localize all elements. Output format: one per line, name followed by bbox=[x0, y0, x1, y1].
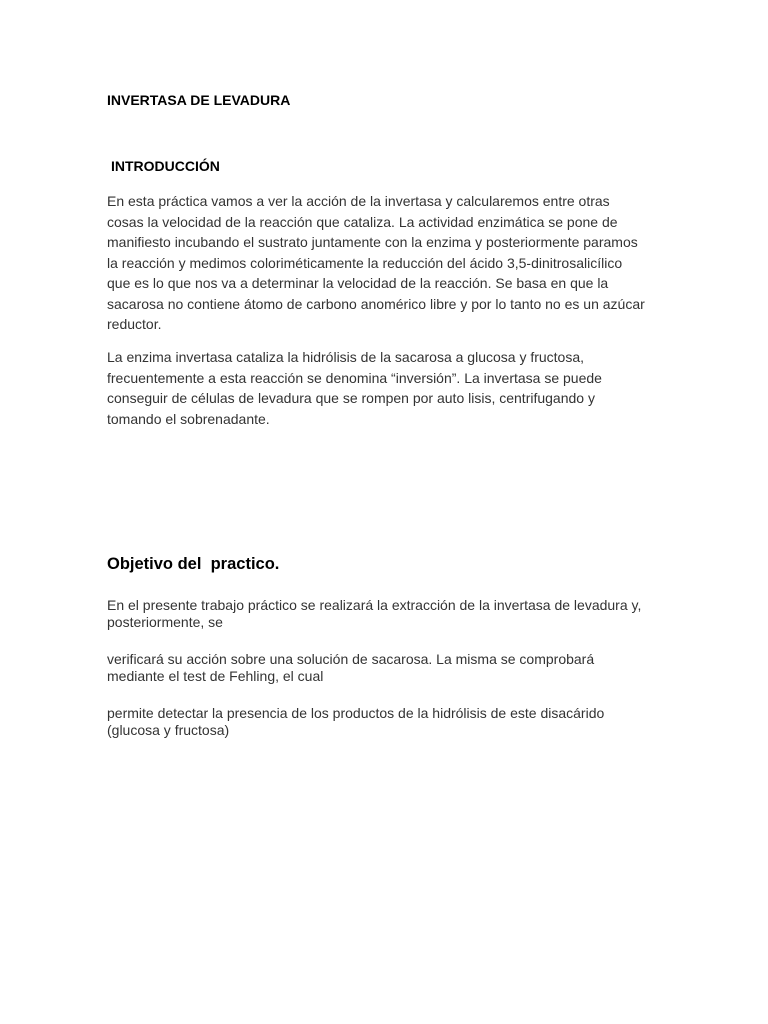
objective-heading: Objetivo del practico. bbox=[107, 555, 280, 573]
objective-paragraph-1: En el presente trabajo práctico se realizará la extracción de la invertasa de levadura y, posteriormente, se bbox=[107, 597, 642, 630]
introduction-paragraph-1: En esta práctica vamos a ver la acción de la invertasa y calcularemos entre otras cosas la velocidad de la reacción que cataliza. La actividad enzimática se pone de manifiesto incubando el sustrato juntamente con la enzima y posteriormente paramos la reacción y medimos coloriméticamente la reducción del ácido 3,5-dinitrosalicílico que es lo que nos va a determinar la velocidad de la reacción. Se basa en que la sacarosa no contiene átomo de carbono anomérico libre y por lo tanto no es un azúcar reductor. bbox=[107, 193, 645, 332]
document-title: INVERTASA DE LEVADURA bbox=[107, 92, 291, 108]
objective-paragraph-2: verificará su acción sobre una solución de sacarosa. La misma se comprobará mediante el test de Fehling, el cual bbox=[107, 651, 595, 684]
introduction-heading: INTRODUCCIÓN bbox=[111, 158, 220, 174]
introduction-paragraph-2: La enzima invertasa cataliza la hidrólisis de la sacarosa a glucosa y fructosa, frecuentemente a esta reacción se denomina “inversión”. La invertasa se puede conseguir de células de levadura que se rompen por auto lisis, centrifugando y tomando el sobrenadante. bbox=[107, 349, 602, 427]
objective-paragraph-3: permite detectar la presencia de los productos de la hidrólisis de este disacárido (glucosa y fructosa) bbox=[107, 705, 605, 738]
